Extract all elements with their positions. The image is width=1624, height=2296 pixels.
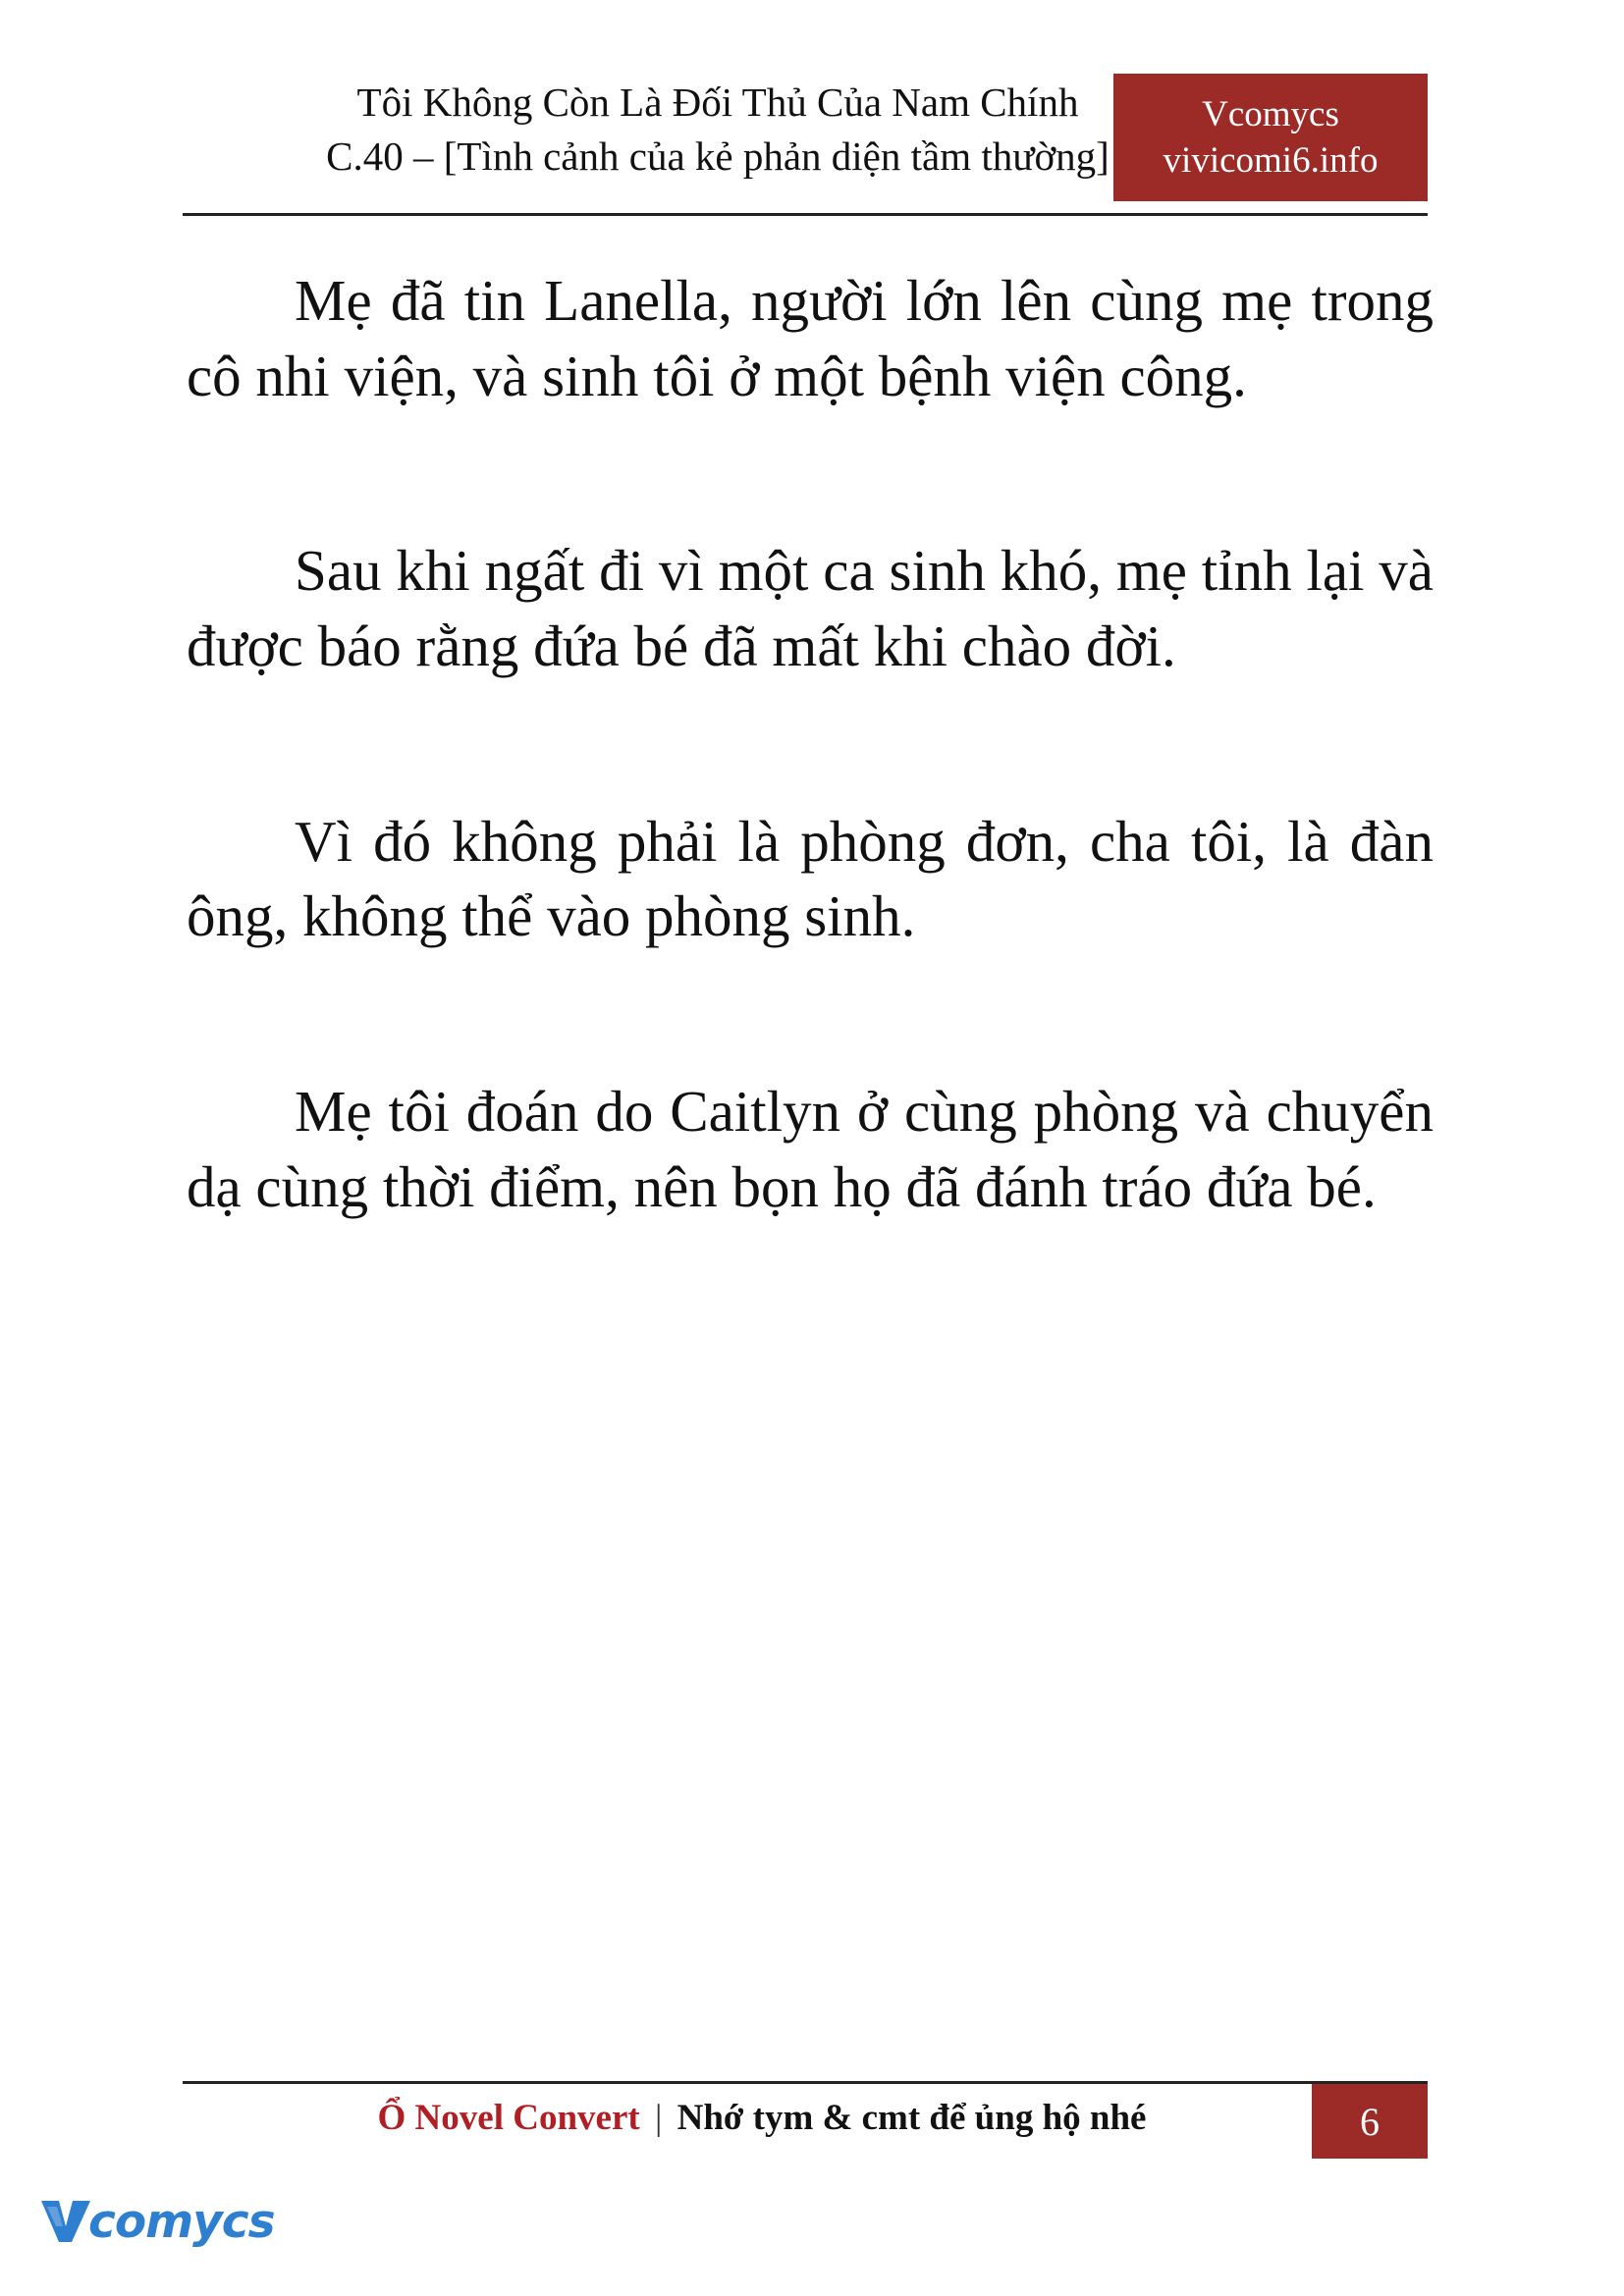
paragraph: Sau khi ngất đi vì một ca sinh khó, mẹ tỉnh lại và được báo rằng đứa bé đã mất khi chào đời. (187, 538, 1434, 679)
site-badge-name: Vcomycs (1202, 94, 1339, 134)
footer-divider (183, 2081, 1428, 2084)
vcomycs-logo-icon (39, 2197, 92, 2246)
page-number: 6 (1312, 2084, 1428, 2159)
footer-brand: Ổ Novel Convert (377, 2098, 640, 2138)
site-badge (1113, 74, 1428, 201)
vcomycs-watermark (39, 2191, 275, 2268)
paragraph: Mẹ tôi đoán do Caitlyn ở cùng phòng và chuyển dạ cùng thời điểm, nên bọn họ đã đánh tráo đứa bé. (187, 1079, 1434, 1219)
paragraph: Vì đó không phải là phòng đơn, cha tôi, là đàn ông, không thể vào phòng sinh. (187, 808, 1434, 949)
page-footer (183, 2081, 1428, 2169)
site-badge-url: vivicomi6.info (1163, 140, 1379, 182)
footer-note: Nhớ tym & cmt để ủng hộ nhé (677, 2098, 1147, 2138)
paragraph: Mẹ đã tin Lanella, người lớn lên cùng mẹ trong cô nhi viện, và sinh tôi ở một bệnh viện công. (187, 268, 1434, 408)
header-title: Tôi Không Còn Là Đối Thủ Của Nam Chính (356, 80, 1079, 125)
header-subtitle: C.40 – [Tình cảnh của kẻ phản diện tầm thường] (326, 133, 1110, 179)
header-divider (183, 213, 1428, 216)
page-content (187, 263, 1434, 1225)
vcomycs-logo-text: comycs (88, 2195, 275, 2249)
page-header (183, 74, 1428, 216)
footer-credit (183, 2095, 1341, 2142)
footer-separator: | (654, 2098, 663, 2138)
